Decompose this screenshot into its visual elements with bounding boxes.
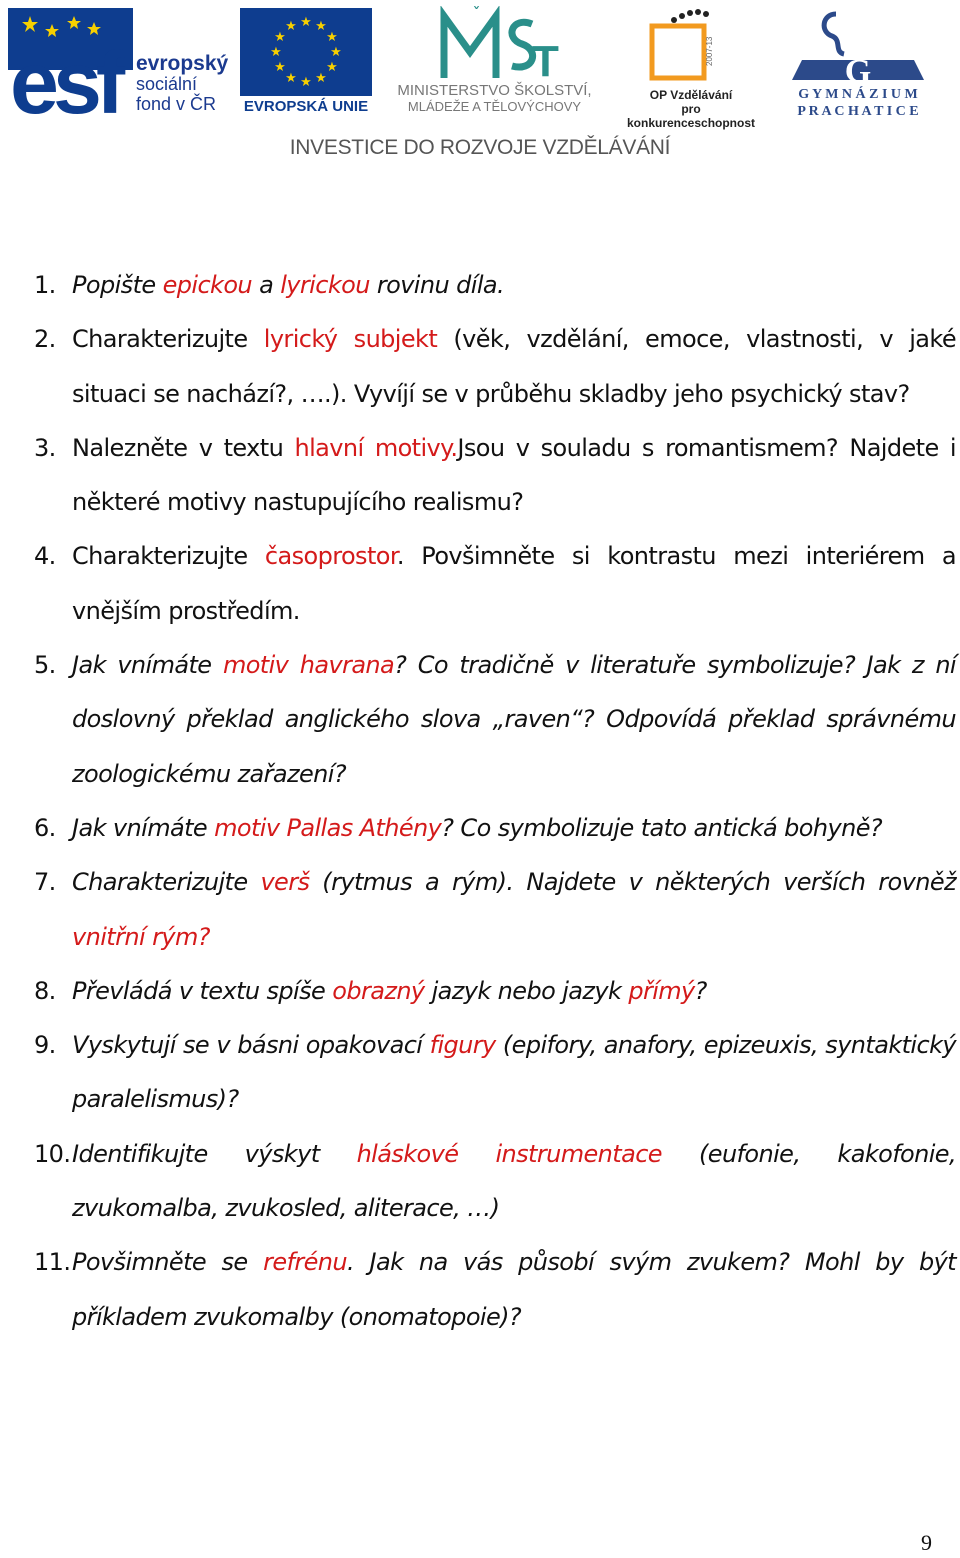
highlighted-term: hláskové instrumentace: [356, 1139, 662, 1168]
question-text: (rytmus a rým). Najdete v některých verších rovněž: [309, 868, 956, 897]
question-text: Povšimněte se: [72, 1248, 264, 1277]
highlighted-term: refrénu: [263, 1248, 347, 1277]
question-list: [34, 258, 956, 1344]
question-number: 4.: [34, 542, 56, 571]
svg-text:ˇ: ˇ: [472, 6, 481, 25]
question-number: 2.: [34, 325, 56, 354]
question-item: [34, 529, 956, 638]
svg-text:★: ★: [330, 45, 342, 60]
op-logo: [616, 8, 766, 130]
question-text: Jak vnímáte: [72, 813, 215, 842]
investice-tagline: INVESTICE DO ROZVOJE VZDĚLÁVÁNÍ: [289, 136, 671, 159]
question-text: Charakterizujte: [72, 868, 261, 897]
highlighted-term: figury: [429, 1031, 496, 1060]
question-item: [34, 421, 956, 530]
question-text: Charakterizujte: [72, 542, 265, 571]
question-text: (věk, vzdělání, emoce, vlastnosti, v jaké situaci se nachází?, ….). Vyvíjí se v průběhu skladby jeho psychický stav?: [72, 325, 956, 408]
gym-line-2: P R A C H A T I C E: [797, 104, 919, 119]
highlighted-term: hlavní motivy.: [294, 433, 458, 462]
esf-line-3: fond v ČR: [136, 94, 217, 114]
eu-logo: [240, 8, 372, 115]
question-text: Převládá v textu spíše: [72, 976, 333, 1005]
svg-text:esf: esf: [10, 33, 120, 118]
header-logos: [0, 0, 960, 175]
esf-line-2: sociální: [136, 74, 198, 94]
op-line-1: OP Vzdělávání: [649, 88, 733, 102]
question-text: . Jak na vás působí svým zvukem? Mohl by být příkladem zvukomalby (onomatopoie)?: [72, 1248, 956, 1331]
question-text: (epifory, anafory, epizeuxis, syntaktický paralelismus)?: [72, 1031, 956, 1114]
question-text: Jsou v souladu s romantismem? Najdete i některé motivy nastupujícího realismu?: [72, 433, 956, 517]
gymnazium-logo: [772, 8, 944, 119]
svg-text:★: ★: [315, 71, 327, 86]
svg-text:★: ★: [300, 75, 312, 90]
question-text: Nalezněte v textu: [72, 433, 295, 462]
highlighted-term: vnitřní rým?: [72, 922, 210, 951]
highlighted-term: lyrický subjekt: [263, 325, 438, 354]
question-item: [34, 638, 956, 801]
svg-text:★: ★: [274, 30, 286, 45]
question-text: ? Co symbolizuje tato antická bohyně?: [441, 813, 883, 842]
question-text: rovinu díla.: [369, 271, 505, 299]
question-item: [34, 1235, 956, 1344]
highlighted-term: obrazný: [332, 976, 425, 1005]
svg-text:G: G: [844, 53, 872, 88]
esf-line-1: evropský: [136, 52, 229, 75]
question-number: 11.: [34, 1248, 71, 1277]
highlighted-term: časoprostor: [264, 542, 397, 571]
svg-text:★: ★: [300, 15, 312, 30]
question-item: [34, 855, 956, 964]
highlighted-term: motiv Pallas Athény: [214, 813, 442, 842]
question-item: [34, 964, 956, 1018]
svg-text:★: ★: [274, 60, 286, 75]
question-item: [34, 1127, 956, 1236]
msmt-line-1: MINISTERSTVO ŠKOLSTVÍ,: [397, 82, 592, 99]
page-number: 9: [921, 1530, 932, 1555]
highlighted-term: přímý: [628, 976, 695, 1005]
question-text: ?: [694, 976, 707, 1005]
svg-text:★: ★: [285, 19, 297, 34]
msmt-logo: [382, 6, 607, 114]
question-text: Vyskytují se v básni opakovací: [72, 1031, 430, 1060]
question-text: a: [252, 271, 281, 299]
highlighted-term: verš: [260, 868, 310, 897]
question-text: Identifikujte výskyt: [72, 1139, 357, 1168]
svg-text:★: ★: [270, 45, 282, 60]
esf-logo: [8, 8, 233, 118]
highlighted-term: motiv havrana: [222, 651, 395, 680]
question-text: Charakterizujte: [72, 325, 264, 354]
highlighted-term: epickou: [162, 271, 253, 299]
svg-text:★: ★: [315, 19, 327, 34]
question-text: Jak vnímáte: [72, 651, 223, 680]
op-line-2: pro konkurenceschopnost: [626, 102, 756, 130]
highlighted-term: lyrickou: [280, 271, 370, 299]
svg-text:★: ★: [285, 71, 297, 86]
question-item: [34, 312, 956, 421]
question-item: [34, 258, 956, 312]
question-number: 1.: [34, 271, 56, 299]
svg-text:T: T: [532, 37, 559, 84]
question-number: 6.: [34, 813, 56, 842]
question-number: 3.: [34, 433, 56, 462]
msmt-line-2: MLÁDEŽE A TĚLOVÝCHOVY: [407, 99, 582, 114]
question-item: [34, 801, 956, 855]
question-number: 5.: [34, 651, 56, 680]
svg-text:★: ★: [326, 60, 338, 75]
question-text: . Povšimněte si kontrastu mezi interiérem a vnějším prostředím.: [72, 542, 956, 625]
gym-line-1: G Y M N Á Z I U M: [798, 87, 918, 102]
question-number: 9.: [34, 1031, 56, 1060]
question-item: [34, 1018, 956, 1127]
eu-caption: EVROPSKÁ UNIE: [243, 98, 369, 115]
question-number: 10.: [34, 1139, 71, 1168]
question-text: (eufonie, kakofonie, zvukomalba, zvukosled, aliterace, …): [72, 1139, 957, 1223]
question-text: jazyk nebo jazyk: [424, 976, 629, 1005]
question-number: 7.: [34, 868, 56, 897]
question-text: ? Co tradičně v literatuře symbolizuje? Jak z ní doslovný překlad anglického slova „raven“? Odpovídá překlad správnému zoologickému zařazení?: [72, 651, 957, 788]
svg-text:★: ★: [326, 30, 338, 45]
svg-text:2007-13: 2007-13: [705, 36, 714, 66]
question-text: Popište: [72, 271, 163, 299]
question-number: 8.: [34, 976, 56, 1005]
